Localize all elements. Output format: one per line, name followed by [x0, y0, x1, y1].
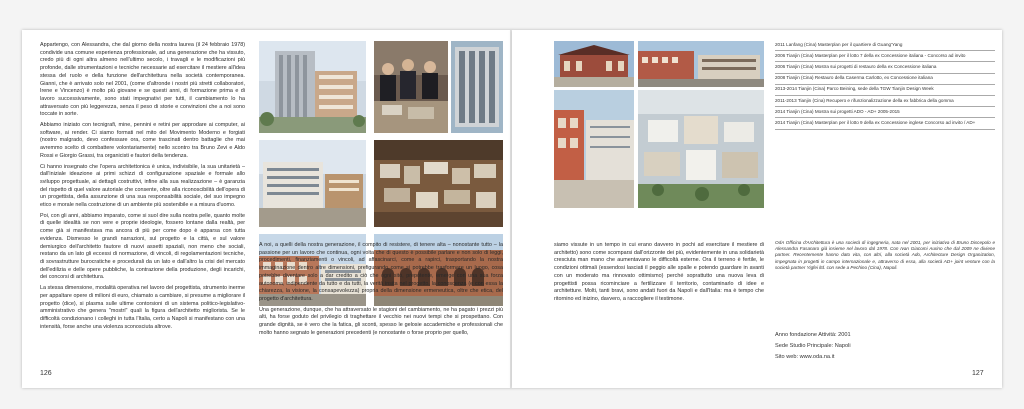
photo-red-street	[638, 41, 764, 87]
timeline-item: 2008 Tianjin (Cina) Restauro della Caserma Carlotto, ex Concessione italiana	[775, 74, 995, 85]
studio-info	[775, 330, 995, 363]
paragraph: Una generazione, dunque, che ha attraversato le stagioni del cambiamento, ne ha pagato i prezzi più alti, ha forse goduto del privilegio di traghettare il vecchio nei nuovi tempi che si prospettano. Con grande dignità, se è vero che la fatica, gli sconti, spesso le gelosie accademiche e professionali che molto hanno segnato le generazioni precedenti (e nonostante o forse proprio per quello,	[259, 306, 503, 336]
photo-courtyard	[554, 90, 634, 208]
photo-city-model	[374, 140, 503, 227]
photo-aerial-city	[638, 90, 764, 208]
paragraph: Poi, con gli anni, abbiamo imparato, come si suol dire sulla nostra pelle, quanto molte di quelle idealità se non vere e proprie ideologie, fossero lontane dalla realtà, per come già si manifestava ma ancora di più per come dopo è apparsa con tutta evidenza. Dismesso le grandi narrazioni, sul progetto e la città, e sul valore demiurgico dell'architetto fautore di nuovi assetti spaziali, non meno che sociali, restano da un lato gli eccessi di normazione, di vincoli, di regolamentazioni tecniche, di sovrastrutture burocratiche e procedurali da un lato e dall'altro la crisi del mercato dell'edilizia e delle opere pubbliche, la contrazione della produzione, degli incarichi, dei concorsi di architettura.	[40, 212, 245, 281]
page-number-left: 126	[40, 370, 52, 377]
photo-building-render	[259, 41, 366, 133]
paragraph: siamo vissute in un tempo in cui erano davvero in pochi ad esercitare il mestiere di architetto) sono come scomparsi dall'orizzonte dei più, evidentemente in una solidarietà cresciuta man mano che aumentavano le difficoltà esterne. Ora il terreno è fertile, le condizioni ottimali (essendosi lasciati il peggio alle spalle e potendo guardare in avanti con un moderato ma rinnovato ottimismo) perché soprattutto una nuova leva di progettisti possa ricominciare a fertilizzare il territorio, contaminarlo di idee e architetture. Molti, tanti bravi, sono andati fuori da Napoli e dall'Italia: ma è tempo che ritornino ed inizino, davvero, a raccogliere il testimone.	[554, 242, 764, 302]
right-text-column	[554, 242, 764, 307]
photo-meeting-model	[374, 41, 448, 133]
right-page	[512, 30, 1002, 388]
timeline-item: 2006 Tianjin (Cina) Masterplan per il lotto 7 della ex Concessione italiana - Concorso ad invito	[775, 51, 995, 62]
timeline-item: 2013-2014 Tianjin (Cina) Parco Beining, sede della TGW Tianjin Design Week	[775, 85, 995, 96]
photo-facade-closeup	[451, 41, 503, 133]
timeline-item: 2014 Tianjin (Cina) Mostra sui progetti ADO - AD+ 2005-2015	[775, 107, 995, 118]
timeline-item: 2006 Tianjin (Cina) Mostra sui progetti di restauro della ex Concessione italiana	[775, 62, 995, 73]
info-founding-year: Anno fondazione Attività: 2001	[775, 332, 851, 338]
paragraph: Appartengo, con Alessandra, che dal giorno della nostra laurea (il 24 febbraio 1978) condivide una comune esperienza professionale, ad una generazione che ha vissuto, credo più di ogni altra almeno nell'ultimo secolo, i travagli e le modificazioni più profonde, dalle strumentazioni e tecniche necessarie ad esercitare il mestiere all'idea stessa del ruolo e della funzione dell'architettura nella società contemporanea. Gianni, che è arrivato solo nel 2001, (come d'altronde i nostri più stretti collaboratori, Irene e Vincenzo) è molto più giovane e se questi anni, di formazione prima e di lavoro successivamente, sono stati impegnativi per tutti, il cambiamento lo ha attraversato con più leggerezza, senza il peso di storie e convinzioni che a noi sono toccate in sorte.	[40, 42, 245, 118]
timeline-item: 2014 Tianjin (Cina) Masterplan per il lotto 9 della ex Concessione inglese Concorso ad invito / AD+	[775, 118, 995, 129]
paragraph: La stessa dimensione, modalità operativa nel lavoro del progettista, strumento inerme per appaltare opere di milioni di euro, chiamato a cambiare, si presume a migliorare il progetto (dice), si plasma sulle ultime contorsioni di un sistema politico-legislativo-amministrativo che genera "mostri" quali la figura dell'architetto migliorista. Se le difficoltà condizionano i colleghi in tutta l'Italia, certo a Napoli si manifestano con una intensità, forse anche una violenza sconosciuta altrove.	[40, 285, 245, 330]
page-number-right: 127	[972, 370, 984, 377]
info-website: Sito web: www.oda.na.it	[775, 354, 835, 360]
photo-traditional-square	[554, 41, 634, 87]
photo-modern-complex	[259, 140, 366, 227]
paragraph: A noi, a quelli della nostra generazione, il compito di resistere, di tenere alta – nonostante tutto – la passione per un lavoro che continua, ogni volta che di questo è possibile parlare e non solo di leggi, procedimenti, finanziamenti o vincoli, ad affascinarci, come a rapirci, trasportando la nostra immaginazione dentro altre dimensioni, prefigurando come si potrebbe trasformare un luogo, cosa potrebbe diventare solo a dar credito a ciò che ogni sito, prepotente, emerge con una sua forza autonoma, indipendente da tutto e da tutti, la verità insita nel progetto, la conoscenza (e con essa la chiarezza, la visione, la consapevolezza) propria della dimensione ermeneutica, oltre che etica, del progetto d'architettura.	[259, 242, 503, 302]
paragraph: Abbiamo iniziato con tecnigrafi, mine, pennini e retini per approdare ai computer, ai software, ai render. Ci siamo formati nel mito del Movimento Moderno e forgiati (nostro malgrado, devo confessare ora, come trascinati dentro battaglie che mai avremmo scelto di combattere volontariamente) nello scontro tra Bruno Zevi e Aldo Rossi e Giorgio Grassi, tra organicisti e fautori della tendenza.	[40, 122, 245, 159]
info-main-office: Sede Studio Principale: Napoli	[775, 343, 851, 349]
paragraph: Ci hanno insegnato che l'opera architettonica è unica, indivisibile, la sua unitarietà – dall'iniziale ideazione ai primi schizzi di configurazione spaziale e formale allo sviluppo progettuale, ai dettagli costruttivi, infine alla sua realizzazione – è garanzia del rispetto di quel valore autoriale che consente, oltre alla riconoscibilità dell'opera di un progettista, della assunzione di una sua responsabilità sociale, del suo impegno etico e morale nella costruzione di un ambiente più sostenibile e a misura d'uomo.	[40, 163, 245, 209]
left-text-column	[40, 42, 245, 334]
left-bottom-column	[259, 242, 503, 340]
studio-caption: OdA Officina d'Architettura è una società di ingegneria, nata nel 2001, per iniziativa di Bruno Discepolo e Alessandra Fasanaro già insieme nel lavoro dal 1978. Con Ivan Giacomi Aurino che dal 2009 ne diviene partner. Recentemente hanno dato vita, con altri, alla società Ado, Architecture Design Organization, impegnata in progetti in campo internazionale e, attraverso di essa, alla società AD+ joint venture con la società partner Yigfei ltd. con sede a Pechino (Cina), Napoli.	[775, 240, 995, 270]
timeline-item: 2011-2013 Tianjin (Cina) Recupero e rifunzionalizzazione della ex fabbrica della gomma	[775, 96, 995, 107]
timeline-item: 2011 Lanfang (Cina) Masterplan per il quartiere di Guang'Yang	[775, 40, 995, 51]
project-timeline	[775, 40, 995, 130]
